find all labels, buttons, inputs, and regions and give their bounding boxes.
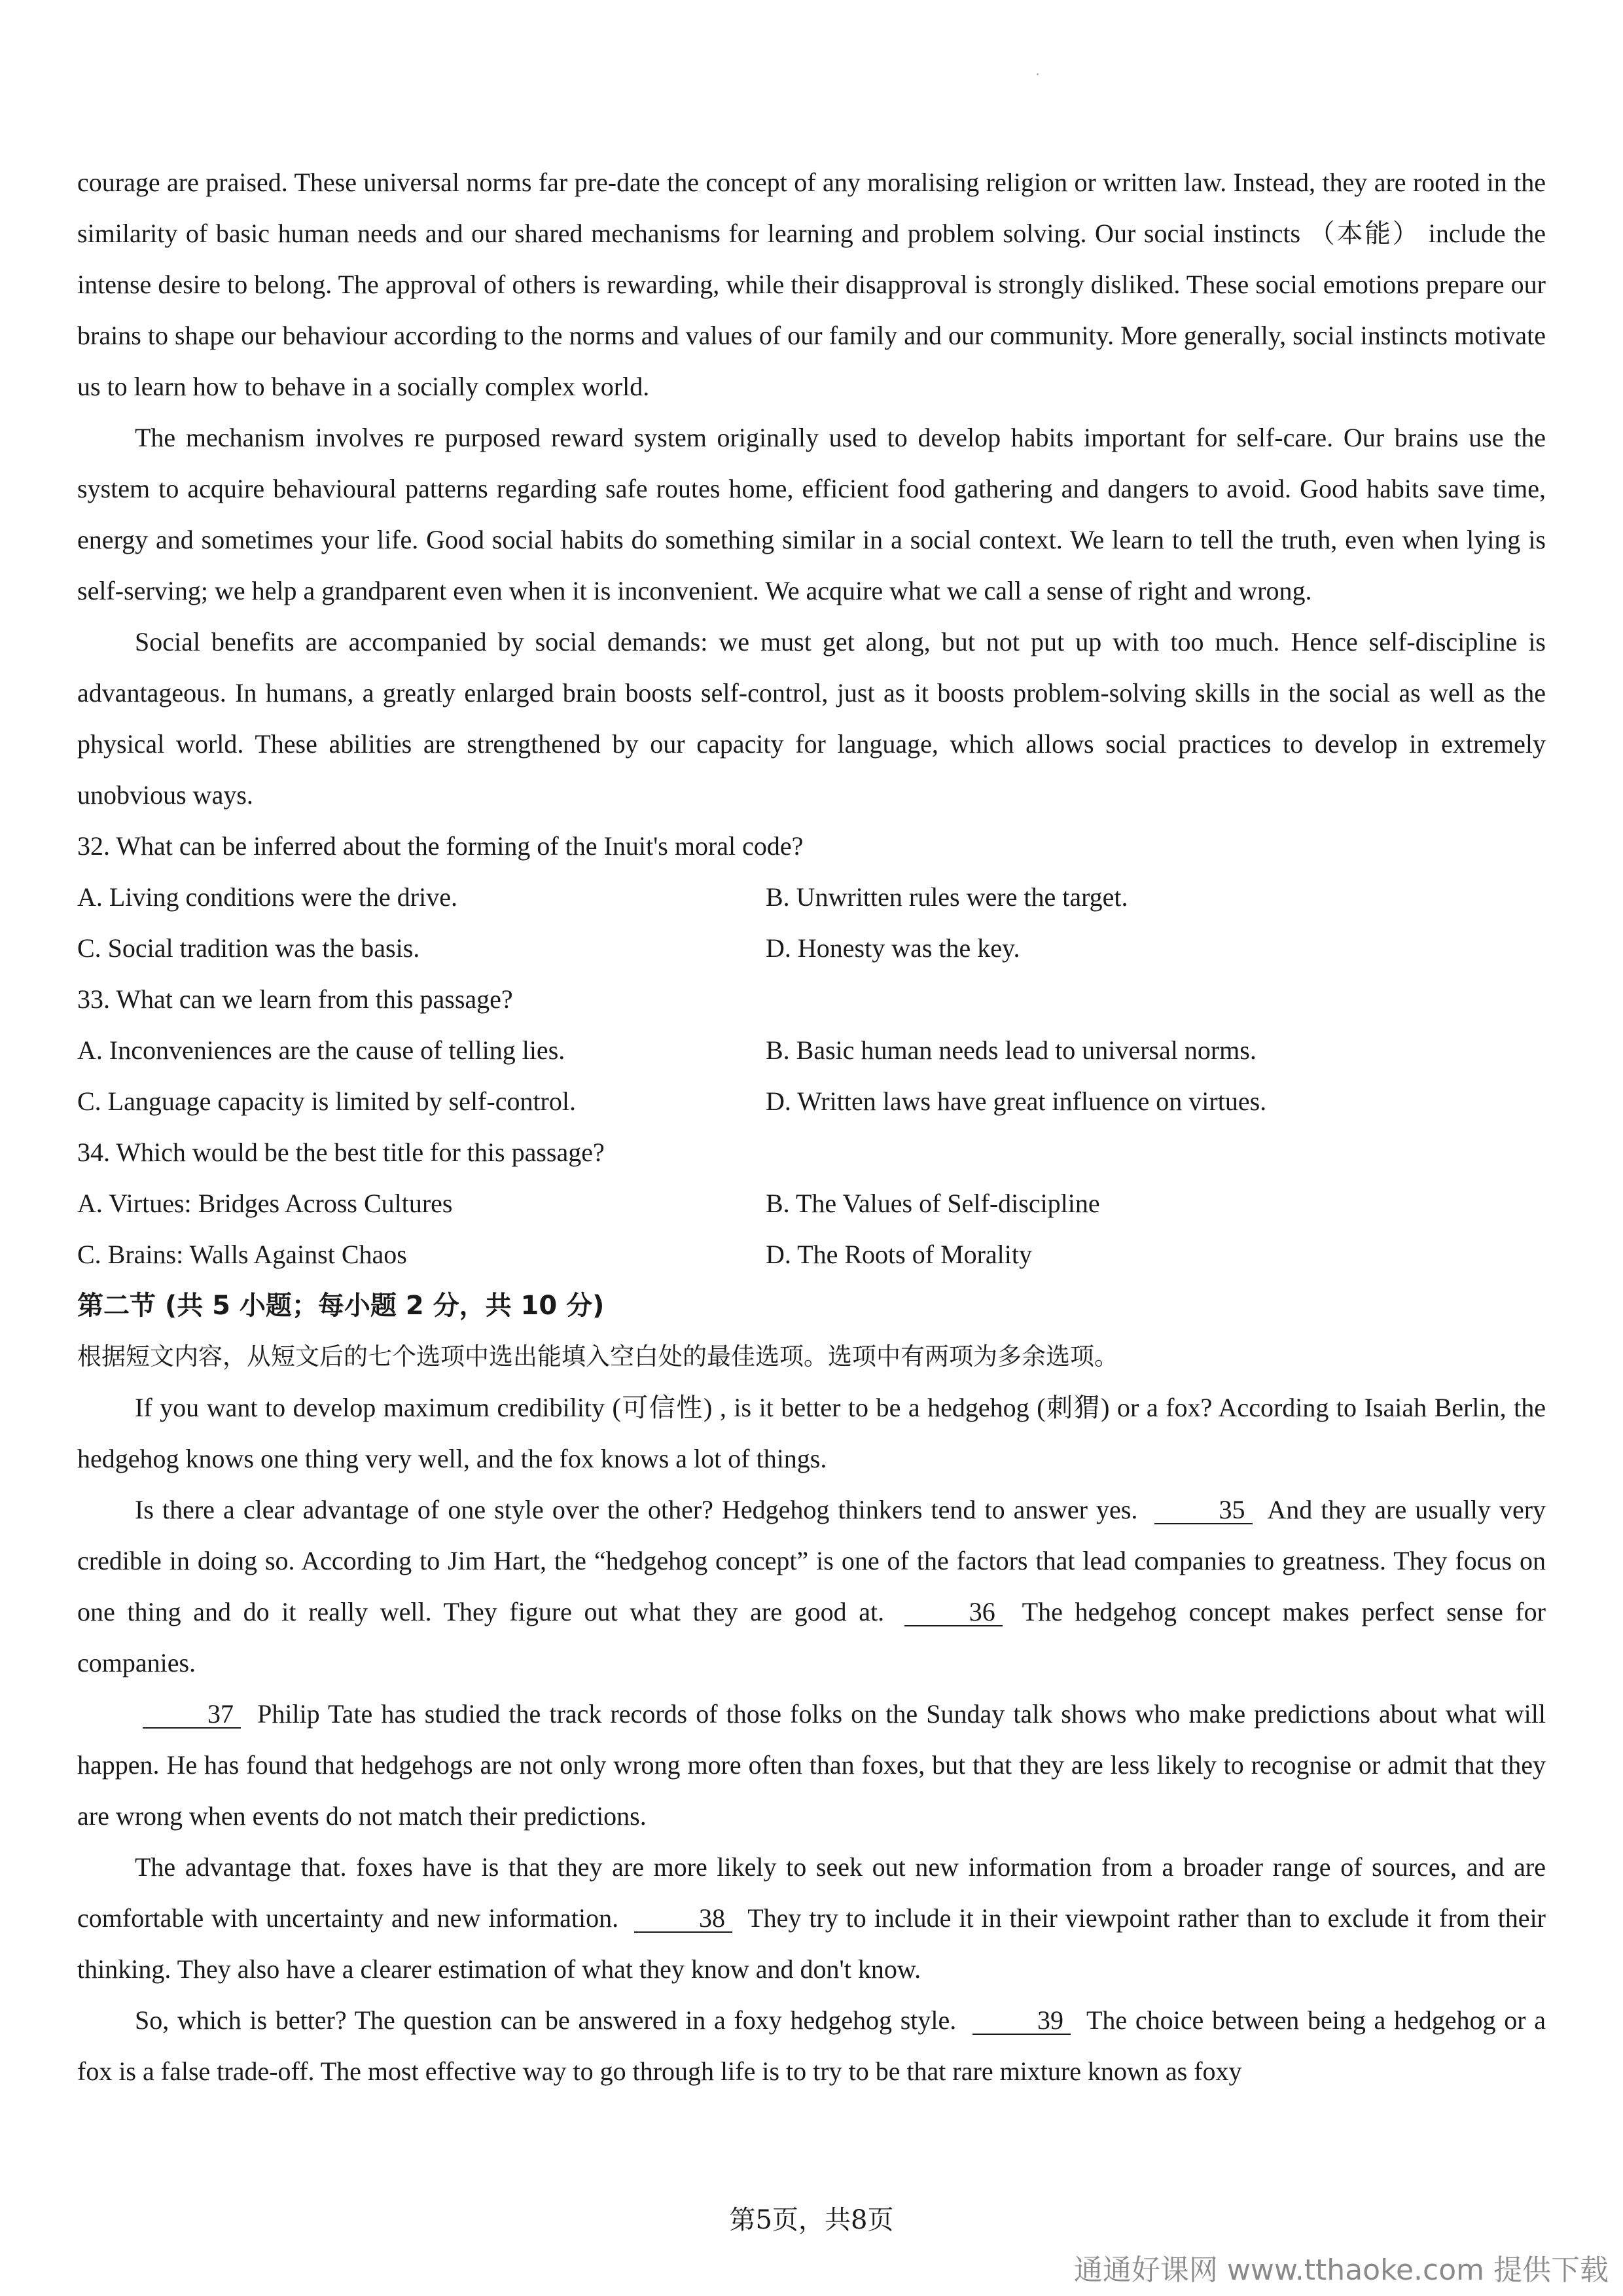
passage1-paragraph-3: Social benefits are accompanied by social demands: we must get along, but not put up with too much. Hence self-discipline is advantageous. In humans, a greatly enlarged brain boosts self-control, just as it boosts problem-solving skills in the social as well as the physical world. These abilities are strengthened by our capacity for language, which allows social practices to develop in extremely unobvious ways. (77, 627, 1546, 810)
section-2-instructions: 根据短文内容，从短文后的七个选项中选出能填入空白处的最佳选项。选项中有两项为多余选项。 (77, 1342, 1118, 1371)
question-32 (77, 821, 1546, 974)
watermark: 通通好课网 www.tthaoke.com 提供下载 (1073, 2253, 1609, 2287)
passage2-paragraph-4 (77, 1842, 1546, 1995)
option-a: A. Inconveniences are the cause of telling lies. (77, 1035, 565, 1065)
question-33 (77, 974, 1546, 1127)
option-d: D. Written laws have great influence on virtues. (766, 1086, 1267, 1116)
paragraph-text: So, which is better? The question can be answered in a foxy hedgehog style. (135, 2005, 957, 2035)
section-2-title: 第二节 (共 5 小题；每小题 2 分，共 10 分) (77, 1291, 605, 1321)
blank-35: 35 (1154, 1497, 1253, 1524)
passage1-paragraph-1: courage are praised. These universal norms far pre-date the concept of any moralising religion or written law. Instead, they are rooted in the similarity of basic human needs and our shared mechanisms for learning and problem solving. Our social instincts （本能） include the intense desire to belong. The approval of others is rewarding, while their disapproval is strongly disliked. These social emotions prepare our brains to shape our behaviour according to the norms and values of our family and our community. More generally, social instincts motivate us to learn how to behave in a socially complex world. (77, 168, 1546, 401)
question-stem: 33. What can we learn from this passage? (77, 984, 513, 1014)
option-d: D. The Roots of Morality (766, 1240, 1033, 1269)
passage2-paragraph-2 (77, 1484, 1546, 1689)
paragraph-text: They try to include it in their viewpoint rather than to exclude it from their thinking. They also have a clearer estimation of what they know and don't know. (77, 1903, 1546, 1984)
question-34 (77, 1127, 1546, 1280)
paragraph-text: Philip Tate has studied the track records of those folks on the Sunday talk shows who make predictions about what will happen. He has found that hedgehogs are not only wrong more often than foxes, but that they are less likely to recognise or admit that they are wrong when events do not match their predictions. (77, 1699, 1546, 1831)
option-a: A. Living conditions were the drive. (77, 882, 457, 912)
option-c: C. Social tradition was the basis. (77, 933, 420, 963)
passage2-paragraph-1: If you want to develop maximum credibility (可信性) , is it better to be a hedgehog (刺猬) or a fox? According to Isaiah Berlin, the hedgehog knows one thing very well, and the fox knows a lot of things. (77, 1393, 1546, 1473)
question-stem: 32. What can be inferred about the forming of the Inuit's moral code? (77, 831, 804, 861)
passage2-paragraph-5 (77, 1995, 1546, 2097)
paragraph-text: The choice between being a hedgehog or a fox is a false trade-off. The most effective way to go through life is to try to be that rare mixture known as foxy (77, 2005, 1546, 2086)
paragraph-text: The hedgehog concept makes perfect sense for companies. (77, 1597, 1546, 1677)
blank-38: 38 (634, 1905, 732, 1933)
scan-speck (1037, 73, 1039, 75)
option-b: B. The Values of Self-discipline (766, 1189, 1100, 1218)
question-options (77, 1025, 1546, 1127)
blank-36: 36 (904, 1599, 1003, 1626)
option-b: B. Basic human needs lead to universal norms. (766, 1035, 1257, 1065)
paragraph-text: And they are usually very credible in doing so. According to Jim Hart, the “hedgehog concept” is one of the factors that lead companies to greatness. They focus on one thing and do it really well. They figure out what they are good at. (77, 1495, 1546, 1626)
option-b: B. Unwritten rules were the target. (766, 882, 1128, 912)
question-options (77, 872, 1546, 974)
option-c: C. Brains: Walls Against Chaos (77, 1240, 407, 1269)
page-number: 第5页，共8页 (729, 2205, 894, 2235)
blank-37: 37 (143, 1701, 241, 1729)
paragraph-text: Is there a clear advantage of one style over the other? Hedgehog thinkers tend to answer yes. (135, 1495, 1138, 1524)
document-page (77, 157, 1546, 2097)
passage2-paragraph-3 (77, 1689, 1546, 1842)
option-d: D. Honesty was the key. (766, 933, 1020, 963)
blank-39: 39 (972, 2007, 1071, 2035)
question-stem: 34. Which would be the best title for this passage? (77, 1138, 605, 1167)
option-a: A. Virtues: Bridges Across Cultures (77, 1189, 453, 1218)
question-options (77, 1178, 1546, 1280)
passage1-paragraph-2: The mechanism involves re purposed reward system originally used to develop habits important for self-care. Our brains use the system to acquire behavioural patterns regarding safe routes home, efficient food gathering and dangers to avoid. Good habits save time, energy and sometimes your life. Good social habits do something similar in a social context. We learn to tell the truth, even when lying is self-serving; we help a grandparent even when it is inconvenient. We acquire what we call a sense of right and wrong. (77, 423, 1546, 605)
option-c: C. Language capacity is limited by self-control. (77, 1086, 576, 1116)
paragraph-text: The advantage that. foxes have is that they are more likely to seek out new information from a broader range of sources, and are comfortable with uncertainty and new information. (77, 1852, 1546, 1933)
